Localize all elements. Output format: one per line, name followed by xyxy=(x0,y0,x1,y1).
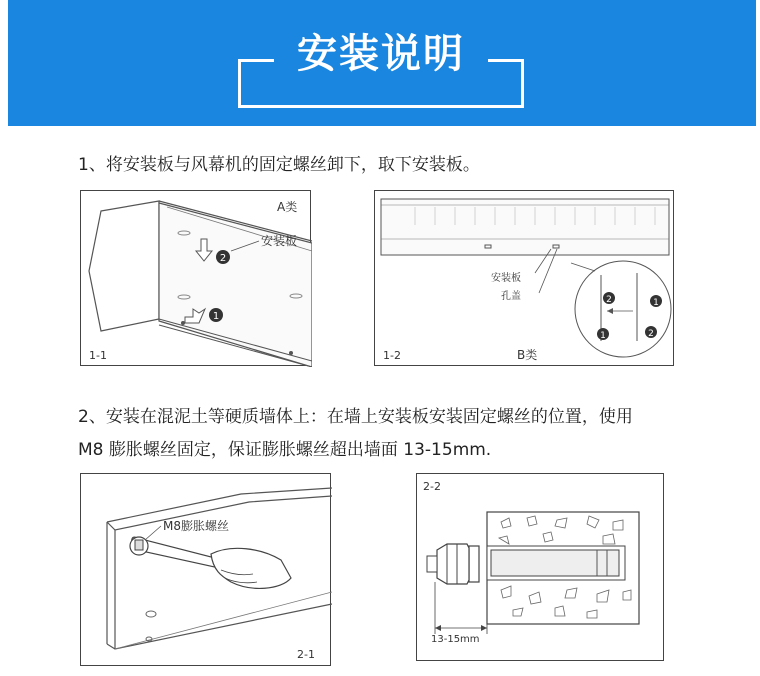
plate-label-b: 安装板 xyxy=(491,273,521,284)
fig-number: 1-1 xyxy=(89,349,107,362)
step-2-text-line1: 2、安装在混泥土等硬质墙体上：在墙上安装板安装固定螺丝的位置，使用 xyxy=(78,407,633,427)
diagram-1-2-illustration xyxy=(375,191,675,367)
page-title: 安装说明 xyxy=(297,31,465,77)
diagram-2-1-illustration xyxy=(81,474,332,667)
step-1-text: 1、将安装板与风幕机的固定螺丝卸下，取下安装板。 xyxy=(78,155,480,175)
step-2-text-line2: M8 膨胀螺丝固定，保证膨胀螺丝超出墙面 13-15mm. xyxy=(78,440,492,460)
marker-1-b-label: 1 xyxy=(653,298,659,308)
fig-number-2-2: 2-2 xyxy=(423,480,441,493)
marker-1-b2-label: 1 xyxy=(600,331,606,341)
marker-1-label: 1 xyxy=(212,311,220,322)
marker-2-b2-label: 2 xyxy=(648,329,654,339)
diagram-2-2-illustration xyxy=(417,474,665,662)
diagram-1-1-illustration xyxy=(81,191,312,367)
marker-2-label: 2 xyxy=(219,253,227,264)
hole-label: 孔盖 xyxy=(501,291,521,302)
diagram-2-1 xyxy=(80,473,331,666)
type-label-b: B类 xyxy=(517,348,538,362)
type-label-a: A类 xyxy=(277,200,298,214)
fig-number-2-1: 2-1 xyxy=(297,648,315,661)
bolt-label: M8膨胀螺丝 xyxy=(163,519,229,533)
diagram-1-2 xyxy=(374,190,674,366)
diagram-1-1 xyxy=(80,190,311,366)
plate-label: 安装板 xyxy=(261,234,298,248)
dimension-label: 13-15mm xyxy=(431,634,480,645)
fig-number-b: 1-2 xyxy=(383,349,401,362)
diagram-2-2 xyxy=(416,473,664,661)
marker-2-b-label: 2 xyxy=(606,295,612,305)
